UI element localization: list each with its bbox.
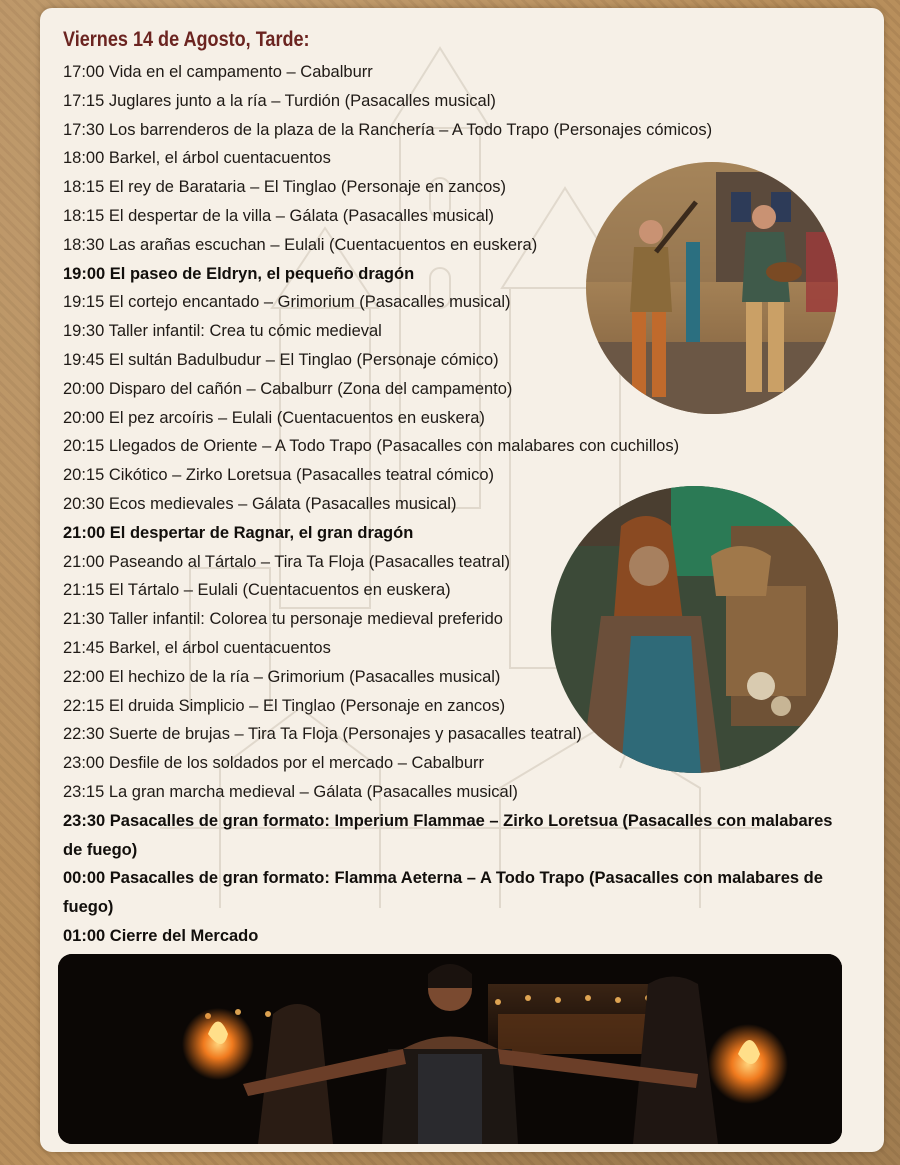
- schedule-item: 18:15 El despertar de la villa – Gálata (Pasacalles musical): [63, 206, 495, 225]
- schedule-item: 01:00 Cierre del Mercado: [63, 926, 259, 945]
- schedule-item: 19:30 Taller infantil: Crea tu cómic medieval: [63, 322, 382, 341]
- tartalo-character-photo: [551, 486, 838, 773]
- schedule-item: 20:00 El pez arcoíris – Eulali (Cuentacuentos en euskera): [63, 408, 485, 427]
- schedule-item: 23:30 Pasacalles de gran formato: Imperium Flammae – Zirko Loretsua (Pasacalles con malabares de fuego): [63, 811, 833, 859]
- schedule-item: 22:15 El druida Simplicio – El Tinglao (Personaje en zancos): [63, 696, 506, 715]
- schedule-item: 22:30 Suerte de brujas – Tira Ta Floja (Personajes y pasacalles teatral): [63, 725, 582, 744]
- schedule-item: 17:15 Juglares junto a la ría – Turdión (Pasacalles musical): [63, 91, 496, 110]
- schedule-heading: Viernes 14 de Agosto, Tarde:: [63, 28, 310, 51]
- program-panel: [40, 8, 884, 1152]
- schedule-item: 20:15 Llegados de Oriente – A Todo Trapo (Pasacalles con malabares con cuchillos): [63, 437, 680, 456]
- schedule-item: 23:00 Desfile de los soldados por el mercado – Cabalburr: [63, 754, 484, 773]
- schedule-item: 19:45 El sultán Badulbudur – El Tinglao (Personaje cómico): [63, 350, 499, 369]
- schedule-item: 18:30 Las arañas escuchan – Eulali (Cuentacuentos en euskera): [63, 235, 538, 254]
- schedule-item: 18:00 Barkel, el árbol cuentacuentos: [63, 149, 331, 168]
- schedule-item: 22:00 El hechizo de la ría – Grimorium (Pasacalles musical): [63, 667, 501, 686]
- schedule-item: 17:00 Vida en el campamento – Cabalburr: [63, 63, 373, 81]
- schedule-item: 21:30 Taller infantil: Colorea tu personaje medieval preferido: [63, 610, 503, 629]
- schedule-item: 23:15 La gran marcha medieval – Gálata (Pasacalles musical): [63, 782, 518, 801]
- schedule-item: 19:00 El paseo de Eldryn, el pequeño dragón: [63, 264, 415, 283]
- schedule-item: 20:00 Disparo del cañón – Cabalburr (Zona del campamento): [63, 379, 513, 398]
- schedule-item: 21:00 El despertar de Ragnar, el gran dragón: [63, 523, 414, 542]
- schedule-item: 18:15 El rey de Barataria – El Tinglao (Personaje en zancos): [63, 178, 507, 197]
- schedule-item: 00:00 Pasacalles de gran formato: Flamma Aeterna – A Todo Trapo (Pasacalles con malabares de fuego): [63, 869, 823, 917]
- schedule-item: 20:30 Ecos medievales – Gálata (Pasacalles musical): [63, 494, 457, 513]
- schedule-item: 19:15 El cortejo encantado – Grimorium (Pasacalles musical): [63, 293, 511, 312]
- schedule-item: 21:45 Barkel, el árbol cuentacuentos: [63, 638, 331, 657]
- fire-performer-banner: [58, 954, 842, 1144]
- schedule-item: 20:15 Cikótico – Zirko Loretsua (Pasacalles teatral cómico): [63, 466, 495, 485]
- musicians-photo: [586, 162, 838, 414]
- schedule-item: 21:00 Paseando al Tártalo – Tira Ta Floja (Pasacalles teatral): [63, 552, 510, 571]
- schedule-item: 21:15 El Tártalo – Eulali (Cuentacuentos en euskera): [63, 581, 451, 600]
- schedule-item: 17:30 Los barrenderos de la plaza de la Ranchería – A Todo Trapo (Personajes cómicos): [63, 120, 713, 139]
